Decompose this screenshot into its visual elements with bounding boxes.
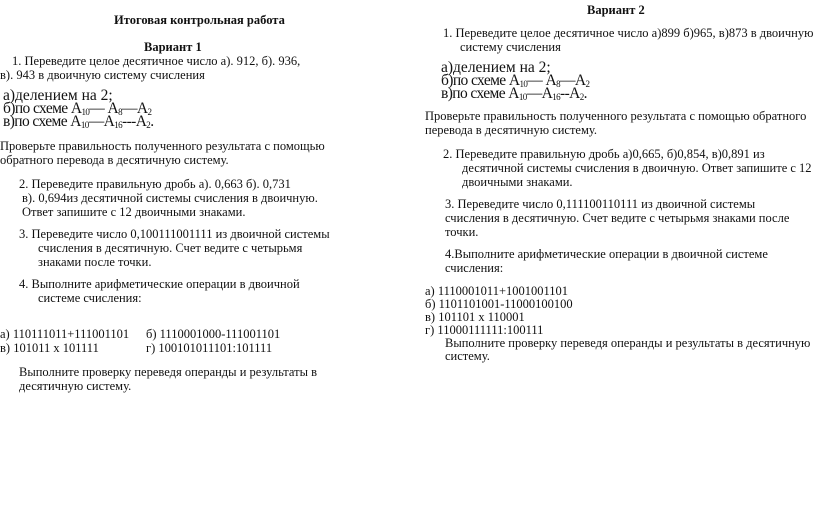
v1-task3-line3: знаками после точки. xyxy=(38,255,152,269)
v2-option-c-mid1: —А xyxy=(526,85,553,102)
v1-option-b-mid1: — А xyxy=(89,100,119,117)
v1-option-c-scheme: по схеме А xyxy=(14,113,81,130)
v2-option-b-mid1: — А xyxy=(527,72,557,89)
v2-option-c-scheme: по схеме А xyxy=(452,85,519,102)
v1-option-a-label: а) xyxy=(3,87,16,104)
v2-option-c-sub3: 2 xyxy=(579,92,584,102)
v1-option-b-sub3: 2 xyxy=(147,107,152,117)
v1-operation-c: в) 101011 х 101111 xyxy=(0,341,99,355)
v1-option-c xyxy=(3,114,153,133)
v2-operation-d: г) 11000111111:100111 xyxy=(425,323,544,337)
v2-task3-line3: точки. xyxy=(445,225,479,239)
v1-task3-line2: счисления в десятичную. Счет ведите с четырьмя xyxy=(38,241,303,255)
v1-option-c-period: . xyxy=(150,113,154,130)
v2-check-line2: перевода в десятичную систему. xyxy=(425,123,597,137)
variant-2-heading: Вариант 2 xyxy=(587,3,645,17)
v1-option-b-scheme: по схеме А xyxy=(14,100,82,117)
v1-check-line2: обратного перевода в десятичную систему. xyxy=(0,153,229,167)
v1-option-b-label: б) xyxy=(3,100,15,117)
v1-task4-line2: системе счисления: xyxy=(38,291,142,305)
v2-task4-line1: 4.Выполните арифметические операции в двоичной системе xyxy=(445,247,768,261)
variant-1-heading: Вариант 1 xyxy=(144,40,202,54)
v1-task3-line1: 3. Переведите число 0,100111001111 из двоичной системы xyxy=(19,227,330,241)
v1-final-line1: Выполните проверку переведя операнды и результаты в xyxy=(19,365,318,379)
v2-operation-b: б) 1101101001-11000100100 xyxy=(425,297,573,311)
v1-option-b-mid2: —А xyxy=(121,100,148,117)
v1-option-c-sub1: 10 xyxy=(80,120,89,130)
v1-task2-line2: в). 0,694из десятичной системы счисления в двоичную. xyxy=(22,191,318,205)
v2-option-b-scheme: по схеме А xyxy=(452,72,520,89)
v1-option-b-sub2: 8 xyxy=(118,107,122,117)
v2-option-c-mid2: --А xyxy=(560,85,580,102)
v1-final-line2: десятичную систему. xyxy=(19,379,132,393)
v2-task1-line2: систему счисления xyxy=(460,40,561,54)
v2-operation-c: в) 101101 х 110001 xyxy=(425,310,525,324)
v1-option-c-mid1: —А xyxy=(88,113,115,130)
v1-task2-line3: Ответ запишите с 12 двоичными знаками. xyxy=(22,205,246,219)
v1-option-a-text: делением на 2; xyxy=(15,87,113,104)
v2-option-b-sub3: 2 xyxy=(585,79,590,89)
document-title: Итоговая контрольная работа xyxy=(114,13,285,27)
v1-task2-line1: 2. Переведите правильную дробь а). 0,663 б). 0,731 xyxy=(19,177,291,191)
v2-option-c xyxy=(441,86,587,105)
v1-option-c-sub3: 2 xyxy=(146,120,151,130)
v1-check-line1: Проверьте правильность полученного результата с помощью xyxy=(0,139,325,153)
v2-option-c-sub1: 10 xyxy=(518,92,527,102)
v1-operation-d: г) 100101011101:101111 xyxy=(146,341,273,355)
v2-task3-line2: счисления в десятичную. Счет ведите с четырьмя знаками после xyxy=(445,211,790,225)
v2-operation-a: а) 1110001011+1001001101 xyxy=(425,284,569,298)
v2-final-line2: систему. xyxy=(445,349,490,363)
v2-task2-line3: двоичными знаками. xyxy=(462,175,573,189)
v1-option-c-mid2: ---А xyxy=(122,113,147,130)
v1-operation-a: а) 110111011+111001101 xyxy=(0,327,130,341)
v2-option-a-label: а) xyxy=(441,59,454,76)
v2-final-line1: Выполните проверку переведя операнды и результаты в десятичную xyxy=(445,336,811,350)
v1-task4-line1: 4. Выполните арифметические операции в двоичной xyxy=(19,277,300,291)
v2-task4-line2: счисления: xyxy=(445,261,504,275)
v2-check-line1: Проверьте правильность полученного результата с помощью обратного xyxy=(425,109,807,123)
v1-operation-b: б) 1110001000-111001101 xyxy=(146,327,281,341)
v2-task2-line1: 2. Переведите правильную дробь а)0,665, б)0,854, в)0,891 из xyxy=(443,147,765,161)
v1-task1-line1: 1. Переведите целое десятичное число а). 912, б). 936, xyxy=(12,54,301,68)
v1-option-c-label: в) xyxy=(3,113,15,130)
v2-task1-line1: 1. Переведите целое десятичное число а)899 б)965, в)873 в двоичную xyxy=(443,26,814,40)
v2-option-b-sub1: 10 xyxy=(519,79,528,89)
v2-task2-line2: десятичной системы счисления в двоичную. Ответ запишите с 12 xyxy=(462,161,812,175)
v2-option-c-period: . xyxy=(583,85,587,102)
v1-option-b-sub1: 10 xyxy=(81,107,90,117)
v2-option-b-mid2: —А xyxy=(559,72,586,89)
v2-option-a-text: делением на 2; xyxy=(453,59,551,76)
v2-option-b-sub2: 8 xyxy=(556,79,560,89)
v2-option-c-label: в) xyxy=(441,85,453,102)
v2-option-b-label: б) xyxy=(441,72,453,89)
v1-task1-line2: в). 943 в двоичную систему счисления xyxy=(0,68,205,82)
v2-option-c-sub2: 16 xyxy=(552,92,561,102)
v2-task3-line1: 3. Переведите число 0,111100110111 из двоичной системы xyxy=(445,197,756,211)
v1-option-c-sub2: 16 xyxy=(114,120,123,130)
